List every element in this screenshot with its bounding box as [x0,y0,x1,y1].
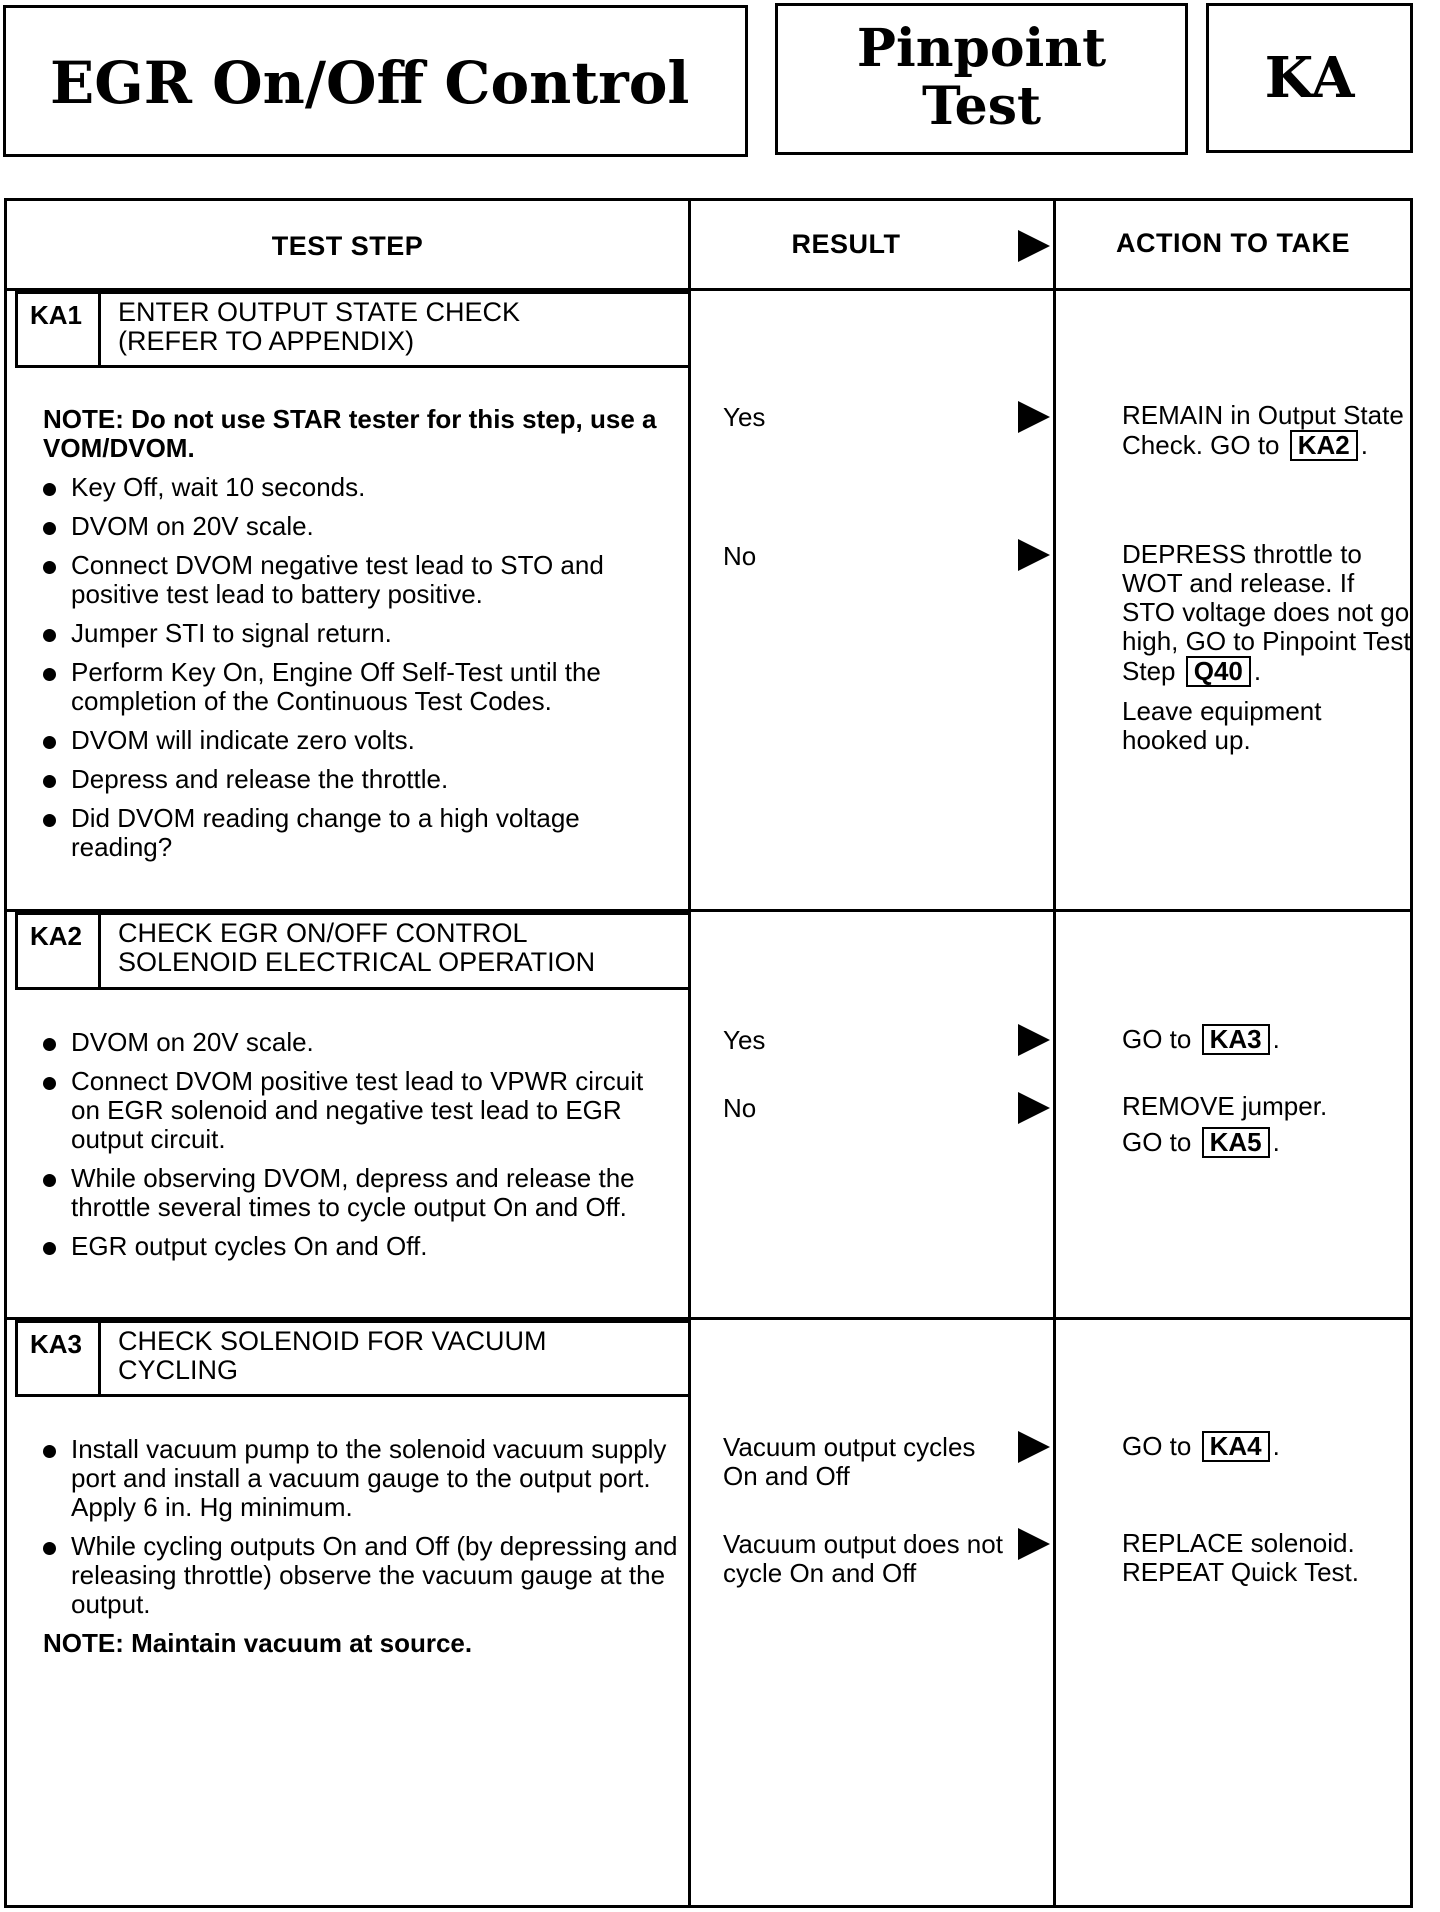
step-reference: KA3 [1202,1024,1270,1055]
list-item: While cycling outputs On and Off (by depressing and releasing throttle) observe the vacuum gauge at the output. [43,1532,678,1619]
list-item: Key Off, wait 10 seconds. [43,473,678,502]
result-arrow-icon [1018,539,1050,571]
step-reference: KA4 [1202,1431,1270,1462]
list-item: Connect DVOM positive test lead to VPWR circuit on EGR solenoid and negative test lead to EGR output circuit. [43,1067,678,1154]
action-ka3-yes: GO to KA4 . [1122,1431,1280,1461]
pinpoint-line-2: Test [921,76,1042,137]
pinpoint-test-box [775,3,1188,155]
list-item: Connect DVOM negative test lead to STO and positive test lead to battery positive. [43,551,678,609]
step-note: NOTE: Maintain vacuum at source. [43,1628,473,1658]
header-arrow-icon [1018,230,1050,262]
step-reference: KA5 [1202,1127,1270,1158]
header-test-step: TEST STEP [271,231,424,261]
result-yes: Yes [723,402,766,432]
step-body-ka1 [43,405,678,872]
list-item: EGR output cycles On and Off. [43,1232,678,1261]
test-code-box [1206,3,1413,153]
header-result: RESULT [791,229,901,259]
step-reference: KA2 [1290,430,1358,461]
list-item: Install vacuum pump to the solenoid vacuum supply port and install a vacuum gauge to the output port. Apply 6 in. Hg minimum. [43,1435,678,1522]
step-code: KA2 [18,915,101,987]
pinpoint-test-label [778,20,1185,136]
column-divider-step-result [688,201,691,1905]
result-arrow-icon [1018,1528,1050,1560]
list-item: Did DVOM reading change to a high voltage reading? [43,804,678,862]
result-yes: Yes [723,1025,766,1055]
result-vacuum-cycles: Vacuum output cycles On and Off [723,1432,976,1491]
step-code: KA3 [18,1323,101,1394]
action-ka1-yes: REMAIN in Output State Check. GO to KA2 . [1122,400,1404,460]
test-code: KA [1264,45,1355,111]
step-title: CHECK SOLENOID FOR VACUUM CYCLING [118,1326,547,1385]
step-title: ENTER OUTPUT STATE CHECK (REFER TO APPENDIX) [118,297,521,356]
result-arrow-icon [1018,1092,1050,1124]
step-body-ka3 [43,1435,678,1668]
result-no: No [723,541,757,571]
list-item: DVOM on 20V scale. [43,512,678,541]
result-arrow-icon [1018,401,1050,433]
list-item: DVOM on 20V scale. [43,1028,678,1057]
action-ka1-no: DEPRESS throttle to WOT and release. If STO voltage does not go high, GO to Pinpoint Test Step Q40 . Leave equipment hooked up. [1122,539,1411,755]
page-title: EGR On/Off Control [50,49,690,117]
title-box [3,5,748,157]
result-vacuum-no-cycle: Vacuum output does not cycle On and Off [723,1529,1003,1588]
action-ka3-no: REPLACE solenoid. REPEAT Quick Test. [1122,1528,1359,1587]
step-code: KA1 [18,294,101,365]
step-note: NOTE: Do not use STAR tester for this step, use a VOM/DVOM. [43,404,657,463]
result-arrow-icon [1018,1431,1050,1463]
column-divider-result-action [1053,201,1056,1905]
list-item: Jumper STI to signal return. [43,619,678,648]
header-action-to-take: ACTION TO TAKE [1116,228,1350,258]
list-item: Depress and release the throttle. [43,765,678,794]
pinpoint-line-1: Pinpoint [856,18,1107,79]
action-ka2-no: REMOVE jumper. GO to KA5 . [1122,1091,1328,1157]
step-reference: Q40 [1186,656,1251,687]
list-item: DVOM will indicate zero volts. [43,726,678,755]
list-item: Perform Key On, Engine Off Self-Test until the completion of the Continuous Test Codes. [43,658,678,716]
step-title: CHECK EGR ON/OFF CONTROL SOLENOID ELECTRICAL OPERATION [118,918,596,977]
test-table [4,198,1413,1908]
step-header-ka2 [15,912,691,990]
list-item: While observing DVOM, depress and release the throttle several times to cycle output On and Off. [43,1164,678,1222]
result-arrow-icon [1018,1024,1050,1056]
action-ka2-yes: GO to KA3 . [1122,1024,1280,1054]
result-no: No [723,1093,757,1123]
step-header-ka1 [15,291,691,368]
step-body-ka2 [43,1028,678,1271]
step-header-ka3 [15,1320,691,1397]
